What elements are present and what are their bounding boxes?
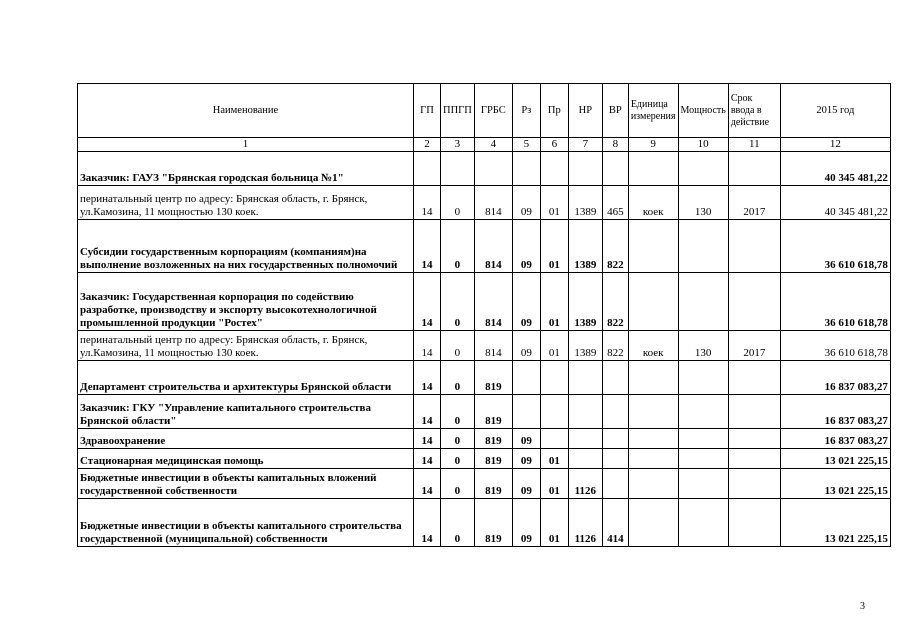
pr-cell [540, 152, 568, 186]
vr-cell: 822 [602, 273, 628, 331]
amount-cell: 40 345 481,22 [780, 152, 890, 186]
header-gp: ГП [414, 84, 441, 138]
pr-cell: 01 [540, 469, 568, 499]
gp-cell: 14 [414, 331, 441, 361]
column-number: 11 [728, 138, 780, 152]
unit-cell [628, 273, 678, 331]
vr-cell [602, 449, 628, 469]
column-number: 4 [474, 138, 512, 152]
gp-cell: 14 [414, 429, 441, 449]
vr-cell [602, 429, 628, 449]
column-number: 12 [780, 138, 890, 152]
rz-cell [512, 395, 540, 429]
ppgp-cell: 0 [441, 429, 475, 449]
table-row [78, 186, 891, 220]
gp-cell: 14 [414, 220, 441, 273]
header-rz: Рз [512, 84, 540, 138]
header-unit: Единица измерения [628, 84, 678, 138]
header-name: Наименование [78, 84, 414, 138]
term-cell [728, 395, 780, 429]
term-cell [728, 429, 780, 449]
unit-cell [628, 499, 678, 547]
row-name-cell: Бюджетные инвестиции в объекты капитального строительства государственной (муниципальной) собственности [78, 499, 414, 547]
vr-cell: 822 [602, 220, 628, 273]
nr-cell: 1389 [568, 186, 602, 220]
header-grbs: ГРБС [474, 84, 512, 138]
nr-cell [568, 361, 602, 395]
term-cell [728, 361, 780, 395]
page-number: 3 [860, 601, 865, 612]
row-name-cell: Здравоохранение [78, 429, 414, 449]
column-number: 3 [441, 138, 475, 152]
rz-cell: 09 [512, 220, 540, 273]
grbs-cell: 814 [474, 220, 512, 273]
unit-cell [628, 395, 678, 429]
gp-cell: 14 [414, 186, 441, 220]
header-pr: Пр [540, 84, 568, 138]
term-cell [728, 152, 780, 186]
vr-cell: 414 [602, 499, 628, 547]
header-nr: НР [568, 84, 602, 138]
unit-cell [628, 469, 678, 499]
vr-cell [602, 395, 628, 429]
amount-cell: 36 610 618,78 [780, 220, 890, 273]
power-cell [678, 469, 728, 499]
header-vr: ВР [602, 84, 628, 138]
ppgp-cell: 0 [441, 469, 475, 499]
table-row [78, 152, 891, 186]
ppgp-cell: 0 [441, 273, 475, 331]
term-cell: 2017 [728, 331, 780, 361]
grbs-cell: 819 [474, 469, 512, 499]
ppgp-cell: 0 [441, 499, 475, 547]
column-number: 8 [602, 138, 628, 152]
ppgp-cell: 0 [441, 361, 475, 395]
unit-cell [628, 361, 678, 395]
vr-cell: 822 [602, 331, 628, 361]
power-cell [678, 361, 728, 395]
ppgp-cell [441, 152, 475, 186]
gp-cell: 14 [414, 273, 441, 331]
column-number-row [78, 138, 891, 152]
table-row [78, 331, 891, 361]
gp-cell [414, 152, 441, 186]
gp-cell: 14 [414, 469, 441, 499]
nr-cell: 1389 [568, 331, 602, 361]
amount-cell: 13 021 225,15 [780, 499, 890, 547]
table-row [78, 273, 891, 331]
header-power: Мощность [678, 84, 728, 138]
grbs-cell: 819 [474, 361, 512, 395]
power-cell [678, 220, 728, 273]
budget-table [77, 83, 891, 547]
rz-cell: 09 [512, 449, 540, 469]
ppgp-cell: 0 [441, 449, 475, 469]
rz-cell: 09 [512, 499, 540, 547]
unit-cell: коек [628, 331, 678, 361]
row-name-cell: Стационарная медицинская помощь [78, 449, 414, 469]
grbs-cell: 819 [474, 395, 512, 429]
vr-cell [602, 469, 628, 499]
pr-cell: 01 [540, 499, 568, 547]
rz-cell: 09 [512, 429, 540, 449]
pr-cell: 01 [540, 273, 568, 331]
nr-cell [568, 152, 602, 186]
unit-cell [628, 429, 678, 449]
header-year: 2015 год [780, 84, 890, 138]
column-number: 2 [414, 138, 441, 152]
nr-cell [568, 395, 602, 429]
rz-cell: 09 [512, 469, 540, 499]
row-name-cell: Заказчик: ГКУ "Управление капитального строительства Брянской области" [78, 395, 414, 429]
unit-cell [628, 220, 678, 273]
row-name-cell: Бюджетные инвестиции в объекты капитальных вложений государственной собственности [78, 469, 414, 499]
power-cell [678, 499, 728, 547]
nr-cell: 1389 [568, 220, 602, 273]
ppgp-cell: 0 [441, 220, 475, 273]
header-term: Срок ввода в действие [728, 84, 780, 138]
amount-cell: 16 837 083,27 [780, 361, 890, 395]
vr-cell [602, 152, 628, 186]
column-number: 5 [512, 138, 540, 152]
power-cell [678, 395, 728, 429]
gp-cell: 14 [414, 361, 441, 395]
column-number: 6 [540, 138, 568, 152]
power-cell: 130 [678, 331, 728, 361]
header-ppgp: ППГП [441, 84, 475, 138]
table-row [78, 499, 891, 547]
pr-cell: 01 [540, 186, 568, 220]
nr-cell [568, 449, 602, 469]
grbs-cell: 819 [474, 449, 512, 469]
term-cell [728, 449, 780, 469]
row-name-cell: Заказчик: ГАУЗ "Брянская городская больница №1" [78, 152, 414, 186]
pr-cell [540, 361, 568, 395]
power-cell [678, 273, 728, 331]
nr-cell: 1389 [568, 273, 602, 331]
table-row [78, 220, 891, 273]
table-row [78, 361, 891, 395]
row-name-cell: Заказчик: Государственная корпорация по содействию разработке, производству и экспорту высокотехнологичной промышленной продукции "Ростех" [78, 273, 414, 331]
amount-cell: 16 837 083,27 [780, 395, 890, 429]
unit-cell [628, 449, 678, 469]
row-name-cell: перинатальный центр по адресу: Брянская область, г. Брянск, ул.Камозина, 11 мощностью 130 коек. [78, 186, 414, 220]
term-cell [728, 273, 780, 331]
table-row [78, 469, 891, 499]
ppgp-cell: 0 [441, 186, 475, 220]
rz-cell [512, 152, 540, 186]
row-name-cell: перинатальный центр по адресу: Брянская область, г. Брянск, ул.Камозина, 11 мощностью 130 коек. [78, 331, 414, 361]
grbs-cell: 814 [474, 331, 512, 361]
pr-cell: 01 [540, 331, 568, 361]
amount-cell: 13 021 225,15 [780, 449, 890, 469]
term-cell [728, 220, 780, 273]
row-name-cell: Департамент строительства и архитектуры Брянской области [78, 361, 414, 395]
nr-cell: 1126 [568, 469, 602, 499]
row-name-cell: Субсидии государственным корпорациям (компаниям)на выполнение возложенных на них государственных полномочий [78, 220, 414, 273]
term-cell [728, 499, 780, 547]
pr-cell [540, 429, 568, 449]
power-cell: 130 [678, 186, 728, 220]
grbs-cell: 814 [474, 186, 512, 220]
ppgp-cell: 0 [441, 395, 475, 429]
gp-cell: 14 [414, 449, 441, 469]
table-row [78, 395, 891, 429]
unit-cell: коек [628, 186, 678, 220]
table-row [78, 449, 891, 469]
column-number: 1 [78, 138, 414, 152]
rz-cell: 09 [512, 273, 540, 331]
gp-cell: 14 [414, 499, 441, 547]
amount-cell: 16 837 083,27 [780, 429, 890, 449]
pr-cell: 01 [540, 220, 568, 273]
column-number: 10 [678, 138, 728, 152]
ppgp-cell: 0 [441, 331, 475, 361]
grbs-cell [474, 152, 512, 186]
column-number: 9 [628, 138, 678, 152]
header-row [78, 84, 891, 138]
grbs-cell: 819 [474, 499, 512, 547]
nr-cell: 1126 [568, 499, 602, 547]
amount-cell: 40 345 481,22 [780, 186, 890, 220]
rz-cell: 09 [512, 331, 540, 361]
power-cell [678, 429, 728, 449]
vr-cell: 465 [602, 186, 628, 220]
rz-cell: 09 [512, 186, 540, 220]
term-cell: 2017 [728, 186, 780, 220]
column-number: 7 [568, 138, 602, 152]
pr-cell [540, 395, 568, 429]
rz-cell [512, 361, 540, 395]
term-cell [728, 469, 780, 499]
power-cell [678, 449, 728, 469]
amount-cell: 36 610 618,78 [780, 273, 890, 331]
unit-cell [628, 152, 678, 186]
amount-cell: 36 610 618,78 [780, 331, 890, 361]
grbs-cell: 814 [474, 273, 512, 331]
table-row [78, 429, 891, 449]
power-cell [678, 152, 728, 186]
vr-cell [602, 361, 628, 395]
pr-cell: 01 [540, 449, 568, 469]
nr-cell [568, 429, 602, 449]
grbs-cell: 819 [474, 429, 512, 449]
amount-cell: 13 021 225,15 [780, 469, 890, 499]
gp-cell: 14 [414, 395, 441, 429]
